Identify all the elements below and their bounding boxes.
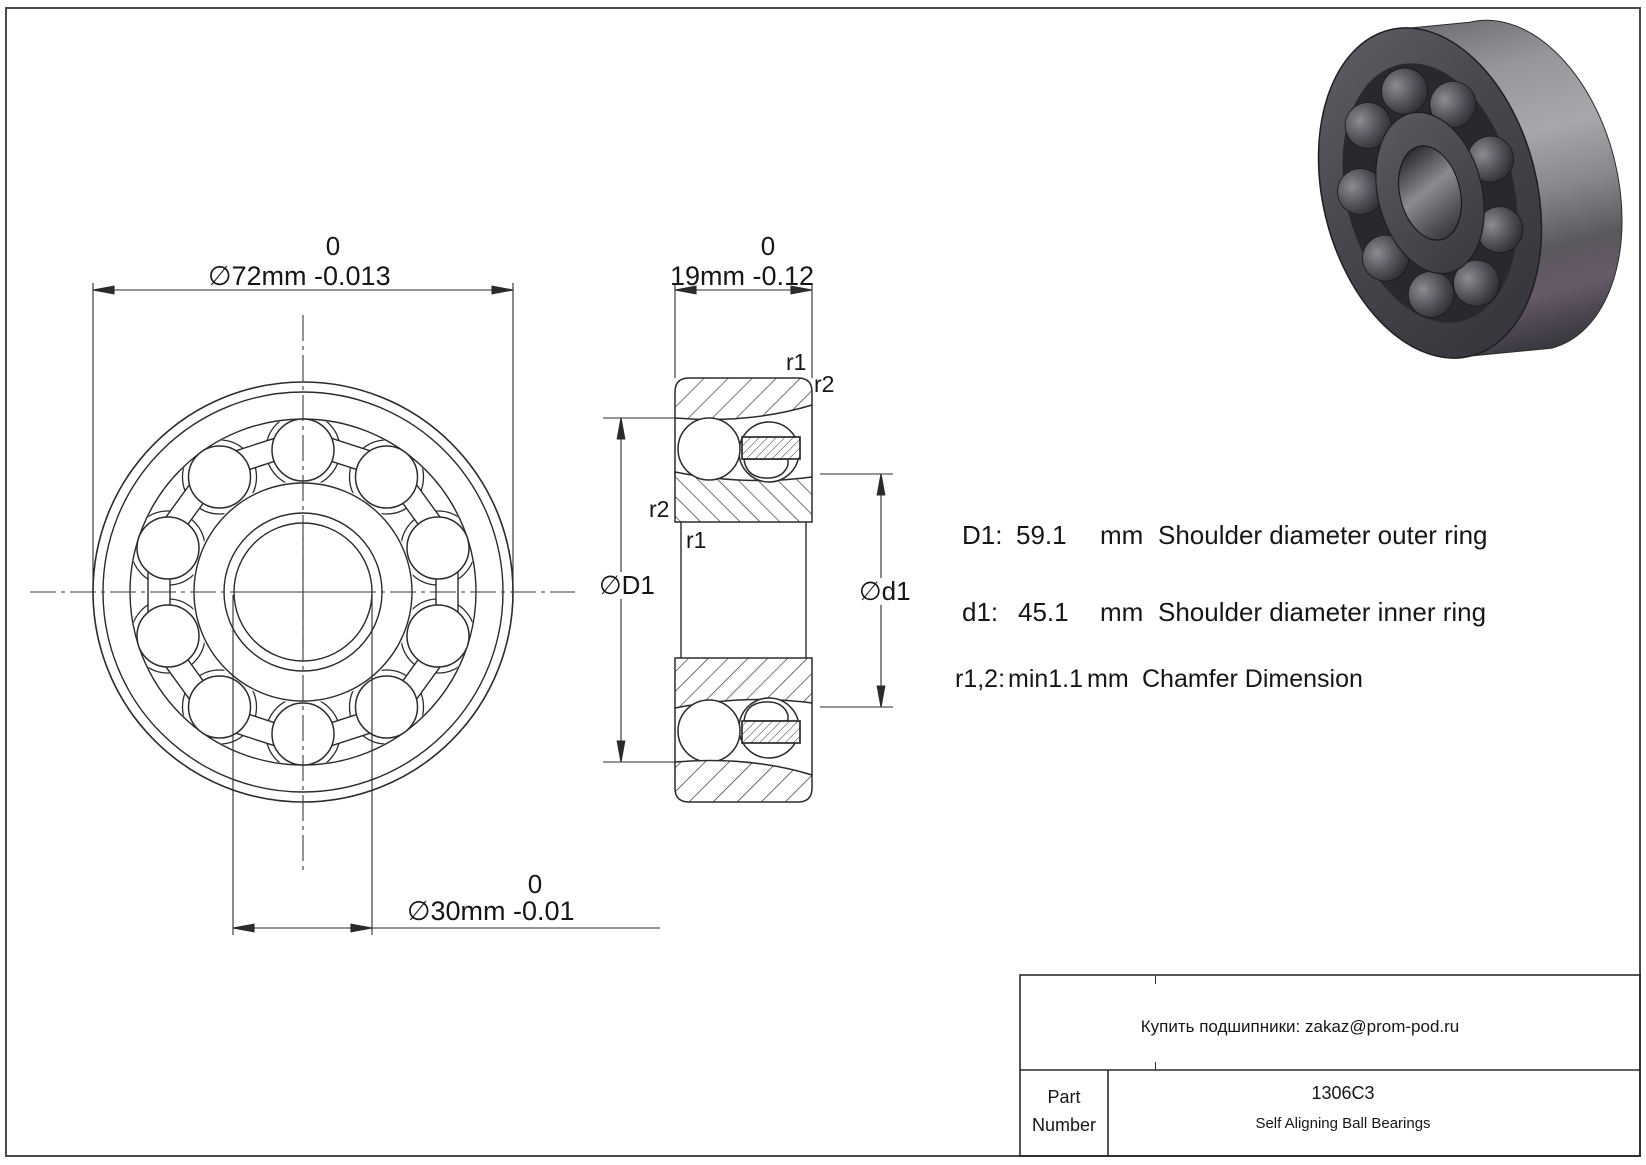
spec-value: min1.1 <box>1008 665 1084 693</box>
label-r1-top: r1 <box>786 349 807 375</box>
spec-value: 59.1 <box>1016 520 1067 550</box>
inner-ring-top-section <box>675 472 812 522</box>
spec-label: r1,2: <box>955 665 1006 693</box>
dimension-outer-tolerance-top: 0 <box>325 231 341 261</box>
label-r2-top: r2 <box>814 371 835 397</box>
spec-label: D1: <box>962 520 1003 550</box>
inner-ring-bottom-section <box>675 658 812 708</box>
spec-value: 45.1 <box>1018 597 1069 627</box>
outer-ring-top-section <box>675 378 812 419</box>
cage-section-top <box>742 437 800 459</box>
dimension-width-tolerance-top: 0 <box>760 231 776 261</box>
bottom-ball-row-section <box>678 698 800 762</box>
dimension-width: 19mm -0.12 <box>670 261 815 291</box>
label-r2-left: r2 <box>649 496 670 522</box>
top-ball-row-section <box>678 418 800 482</box>
dimension-bore-diameter: ∅30mm -0.01 <box>407 896 575 926</box>
spec-unit: mm <box>1100 520 1144 550</box>
centerlines <box>30 315 575 872</box>
spec-desc: Shoulder diameter outer ring <box>1158 520 1488 550</box>
part-label-line2: Number <box>1031 1115 1097 1135</box>
dimension-bore-tolerance-top: 0 <box>527 869 543 899</box>
spec-unit: mm <box>1087 665 1129 693</box>
section-view <box>675 378 812 802</box>
cage-section-bottom <box>742 721 800 743</box>
spec-unit: mm <box>1100 597 1144 627</box>
spec-desc: Shoulder diameter inner ring <box>1158 597 1487 627</box>
part-type: Self Aligning Ball Bearings <box>1255 1115 1431 1132</box>
front-view <box>30 315 575 872</box>
spec-desc: Chamfer Dimension <box>1142 665 1363 693</box>
part-number: 1306C3 <box>1311 1083 1375 1103</box>
label-shoulder-outer-D1: ∅D1 <box>596 572 658 599</box>
part-label-line1: Part <box>1047 1087 1081 1107</box>
bearing-3d-render <box>1286 0 1646 394</box>
outer-ring-bottom-section <box>675 761 812 802</box>
contact-email-text: Купить подшипники: zakaz@prom-pod.ru <box>1140 1017 1460 1036</box>
spec-label: d1: <box>962 597 999 627</box>
label-shoulder-inner-d1: ∅d1 <box>856 578 914 605</box>
dimension-outer-diameter: ∅72mm -0.013 <box>208 261 391 291</box>
label-r1-left: r1 <box>686 527 707 553</box>
